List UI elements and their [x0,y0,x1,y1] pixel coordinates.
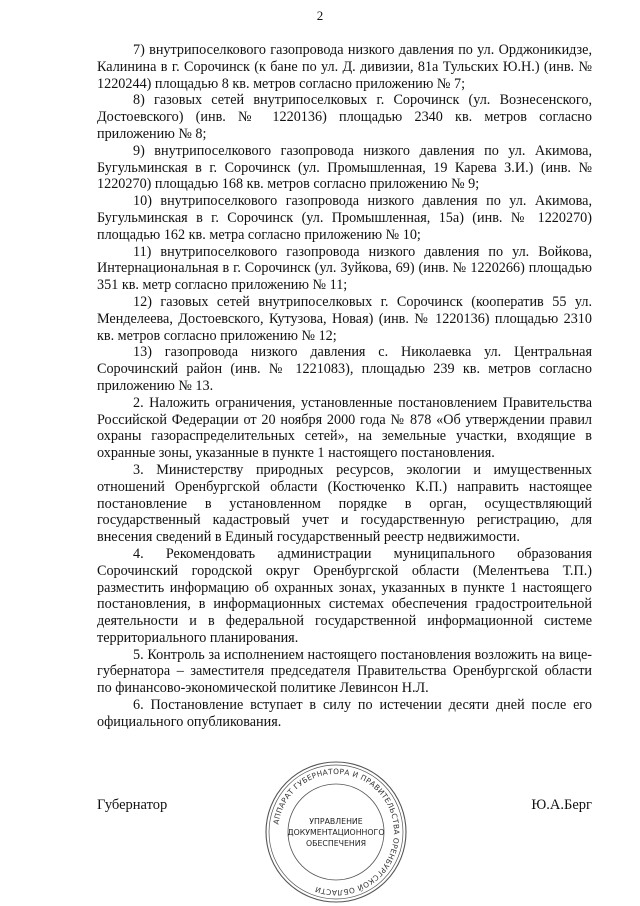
official-stamp [262,758,410,906]
paragraph-clause-4: 4. Рекомендовать администрации муниципального образования Сорочинский городской округ Оренбургской области (Мелентьева Т.П.) разместить информацию об охранных зонах, указанных в пункте 1 настоящего постановления, в информационных системах обеспечения градостроительной деятельности и в федеральной государственной информационной системе территориального планирования. [97,545,592,646]
page-number: 2 [316,8,324,23]
paragraph-item-12: 12) газовых сетей внутрипоселковых г. Сорочинск (кооператив 55 ул. Менделеева, Достоевского, Кутузова, Новая) (инв. № 1220136) площадью 2310 кв. метров согласно приложению № 12; [97,293,592,344]
paragraph-item-9: 9) внутрипоселкового газопровода низкого давления по ул. Акимова, Бугульминская в г. Сорочинск (ул. Промышленная, 19 Карева З.И.) (инв. № 1220270) площадью 168 кв. метров согласно приложению № 9; [97,142,592,193]
paragraph-clause-6: 6. Постановление вступает в силу по истечении десяти дней после его официального опубликования. [97,697,592,730]
signer-title: Губернатор [97,797,168,813]
stamp-center-line-3: ОБЕСПЕЧЕНИЯ [305,839,367,848]
document-body [97,42,592,731]
paragraph-item-7: 7) внутрипоселкового газопровода низкого давления по ул. Орджоникидзе, Калинина в г. Сорочинск (к бане по ул. Д. дивизии, 81а Тульских Ю.Н.) (инв. № 1220244) площадью 8 кв. метров согласно приложению № 7; [97,42,592,92]
stamp-ring-text: АППАРАТ ГУБЕРНАТОРА И ПРАВИТЕЛЬСТВА ОРЕНБУРГСКОЙ ОБЛАСТИ [271,766,402,898]
stamp-center-line-2: ДОКУМЕНТАЦИОННОГО [287,828,385,837]
paragraph-clause-3: 3. Министерству природных ресурсов, экологии и имущественных отношений Оренбургской области (Костюченко К.П.) направить настоящее постановление в установленном порядке в орган, осуществляющий государственный кадастровый учет и государственную регистрацию, для внесения сведений в Единый государственный реестр недвижимости. [97,461,592,546]
paragraph-clause-2: 2. Наложить ограничения, установленные постановлением Правительства Российской Федерации от 20 ноября 2000 года № 878 «Об утверждении правил охраны газораспределительных сетей», на земельные участки, входящие в охранные зоны, указанные в пункте 1 настоящего постановления. [97,394,592,462]
paragraph-clause-5: 5. Контроль за исполнением настоящего постановления возложить на вице-губернатора – заместителя председателя Правительства Оренбургской области по финансово-экономической политике Левинсон Н.Л. [97,646,592,697]
paragraph-item-11: 11) внутрипоселкового газопровода низкого давления по ул. Войкова, Интернациональная в г. Сорочинск (ул. Зуйкова, 69) (инв. № 1220266) площадью 351 кв. метр согласно приложению № 11; [97,243,592,294]
signer-name: Ю.А.Берг [531,797,592,813]
paragraph-item-13: 13) газопровода низкого давления с. Николаевка ул. Центральная Сорочинский район (инв. № 1221083), площадью 239 кв. метров согласно приложению № 13. [97,344,592,394]
stamp-center-line-1: УПРАВЛЕНИЕ [309,817,363,826]
paragraph-item-8: 8) газовых сетей внутрипоселковых г. Сорочинск (ул. Вознесенского, Достоевского) (инв. № 1220136) площадью 2340 кв. метров согласно приложению № 8; [97,92,592,142]
paragraph-item-10: 10) внутрипоселкового газопровода низкого давления по ул. Акимова, Бугульминская в г. Сорочинск (ул. Промышленная, 15а) (инв. № 1220270) площадью 162 кв. метра согласно приложению № 10; [97,193,592,243]
